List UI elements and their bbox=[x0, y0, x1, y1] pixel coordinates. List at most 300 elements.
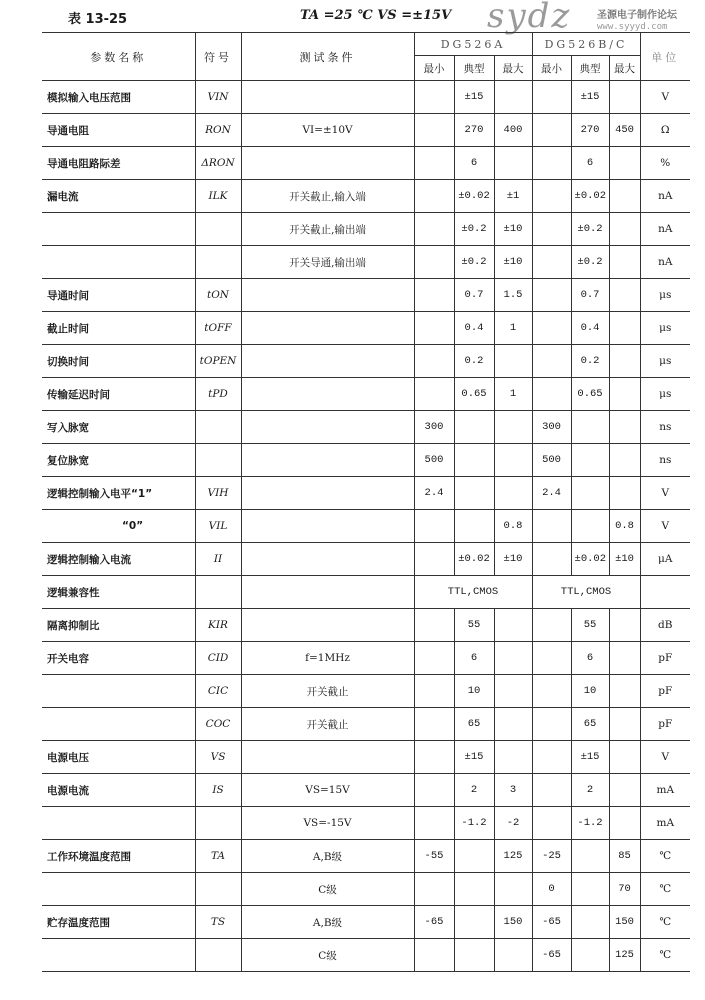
dev-a-typ: ±0.02 bbox=[454, 180, 494, 213]
test-condition bbox=[241, 279, 414, 312]
dev-b-typ: 0.65 bbox=[571, 378, 609, 411]
param-name: 开关电容 bbox=[42, 642, 195, 675]
test-condition bbox=[241, 312, 414, 345]
param-symbol: ΔRON bbox=[195, 147, 241, 180]
dev-a-max bbox=[494, 477, 532, 510]
test-condition: VS=15V bbox=[241, 774, 414, 807]
dev-b-min bbox=[532, 279, 571, 312]
dev-a-typ: ±0.2 bbox=[454, 213, 494, 246]
table-row bbox=[42, 576, 690, 609]
col-test: 测试条件 bbox=[241, 33, 414, 81]
dev-b-max bbox=[609, 279, 640, 312]
table-row bbox=[42, 279, 690, 312]
dev-b-max bbox=[609, 345, 640, 378]
dev-a-max: 150 bbox=[494, 906, 532, 939]
col-a-max: 最大 bbox=[494, 56, 532, 81]
param-symbol: TA bbox=[195, 840, 241, 873]
test-condition bbox=[241, 477, 414, 510]
dev-b-max bbox=[609, 444, 640, 477]
dev-b-max bbox=[609, 411, 640, 444]
dev-b-min bbox=[532, 114, 571, 147]
table-row bbox=[42, 906, 690, 939]
param-symbol bbox=[195, 873, 241, 906]
dev-a-typ: ±15 bbox=[454, 81, 494, 114]
col-param: 参数名称 bbox=[42, 33, 195, 81]
unit: % bbox=[640, 147, 690, 180]
table-body bbox=[42, 81, 690, 972]
dev-b-min bbox=[532, 81, 571, 114]
test-condition: C级 bbox=[241, 939, 414, 972]
table-row bbox=[42, 411, 690, 444]
dev-b-min bbox=[532, 345, 571, 378]
dev-a-typ: 0.65 bbox=[454, 378, 494, 411]
param-name: 逻辑兼容性 bbox=[42, 576, 195, 609]
dev-b-typ bbox=[571, 873, 609, 906]
test-condition bbox=[241, 741, 414, 774]
dev-a-typ: ±0.2 bbox=[454, 246, 494, 279]
param-name: 切换时间 bbox=[42, 345, 195, 378]
dev-b-max: 450 bbox=[609, 114, 640, 147]
dev-b-min bbox=[532, 147, 571, 180]
dev-a-typ bbox=[454, 873, 494, 906]
dev-b-max bbox=[609, 246, 640, 279]
param-name: 截止时间 bbox=[42, 312, 195, 345]
table-number: 表 13-25 bbox=[68, 12, 128, 27]
dev-a-max: -2 bbox=[494, 807, 532, 840]
test-condition bbox=[241, 81, 414, 114]
dev-b-min: -25 bbox=[532, 840, 571, 873]
dev-b-max bbox=[609, 609, 640, 642]
dev-a-typ bbox=[454, 444, 494, 477]
param-symbol bbox=[195, 939, 241, 972]
dev-b-typ bbox=[571, 411, 609, 444]
param-name: “0” bbox=[42, 510, 195, 543]
unit: ℃ bbox=[640, 873, 690, 906]
dev-b-min bbox=[532, 807, 571, 840]
table-row bbox=[42, 312, 690, 345]
dev-a-min bbox=[414, 378, 454, 411]
dev-b-typ bbox=[571, 906, 609, 939]
dev-b-min: 500 bbox=[532, 444, 571, 477]
dev-a-min bbox=[414, 741, 454, 774]
dev-b-max: 70 bbox=[609, 873, 640, 906]
dev-b-min bbox=[532, 378, 571, 411]
dev-a-min: -55 bbox=[414, 840, 454, 873]
dev-b-typ: ±15 bbox=[571, 81, 609, 114]
dev-b-typ bbox=[571, 840, 609, 873]
test-condition bbox=[241, 411, 414, 444]
unit: ns bbox=[640, 411, 690, 444]
param-symbol: VS bbox=[195, 741, 241, 774]
dev-a-min bbox=[414, 81, 454, 114]
dev-a-typ: ±15 bbox=[454, 741, 494, 774]
param-name: 写入脉宽 bbox=[42, 411, 195, 444]
dev-a-min bbox=[414, 642, 454, 675]
dev-b-min bbox=[532, 312, 571, 345]
table-row bbox=[42, 378, 690, 411]
col-unit: 单位 bbox=[640, 33, 690, 81]
param-name: 漏电流 bbox=[42, 180, 195, 213]
test-condition: A,B级 bbox=[241, 840, 414, 873]
unit: nA bbox=[640, 246, 690, 279]
dev-a-min bbox=[414, 774, 454, 807]
dev-b-typ: 10 bbox=[571, 675, 609, 708]
dev-a-typ bbox=[454, 510, 494, 543]
unit: pF bbox=[640, 708, 690, 741]
unit: dB bbox=[640, 609, 690, 642]
dev-b-min bbox=[532, 213, 571, 246]
table-row bbox=[42, 741, 690, 774]
dev-b-typ: 6 bbox=[571, 642, 609, 675]
dev-a-typ bbox=[454, 906, 494, 939]
param-symbol: tON bbox=[195, 279, 241, 312]
dev-a-typ: 0.4 bbox=[454, 312, 494, 345]
param-name: 电源电流 bbox=[42, 774, 195, 807]
dev-a-max bbox=[494, 675, 532, 708]
watermark-site-name: 圣源电子制作论坛 bbox=[597, 10, 677, 21]
dev-b-typ bbox=[571, 510, 609, 543]
dev-b-min bbox=[532, 642, 571, 675]
test-condition: VI=±10V bbox=[241, 114, 414, 147]
table-row bbox=[42, 708, 690, 741]
unit: V bbox=[640, 510, 690, 543]
param-symbol: tOFF bbox=[195, 312, 241, 345]
table-row bbox=[42, 114, 690, 147]
dev-b-max bbox=[609, 741, 640, 774]
dev-a-max bbox=[494, 708, 532, 741]
unit: Ω bbox=[640, 114, 690, 147]
dev-a-typ bbox=[454, 411, 494, 444]
param-symbol bbox=[195, 576, 241, 609]
dev-b-min bbox=[532, 609, 571, 642]
test-condition: 开关截止 bbox=[241, 675, 414, 708]
param-symbol: VIL bbox=[195, 510, 241, 543]
param-symbol bbox=[195, 807, 241, 840]
dev-b-max: 0.8 bbox=[609, 510, 640, 543]
unit: V bbox=[640, 477, 690, 510]
dev-b-max bbox=[609, 213, 640, 246]
dev-b-max bbox=[609, 675, 640, 708]
unit bbox=[640, 576, 690, 609]
table-row bbox=[42, 180, 690, 213]
table-row bbox=[42, 642, 690, 675]
dev-b-typ bbox=[571, 444, 609, 477]
unit: pF bbox=[640, 642, 690, 675]
dev-a-max: 125 bbox=[494, 840, 532, 873]
col-b-max: 最大 bbox=[609, 56, 640, 81]
dev-a-typ: 0.2 bbox=[454, 345, 494, 378]
dev-a-typ bbox=[454, 939, 494, 972]
dev-b-min bbox=[532, 741, 571, 774]
unit: μA bbox=[640, 543, 690, 576]
param-symbol: KIR bbox=[195, 609, 241, 642]
param-symbol: ILK bbox=[195, 180, 241, 213]
test-condition: 开关截止,输出端 bbox=[241, 213, 414, 246]
test-condition bbox=[241, 444, 414, 477]
dev-a-min bbox=[414, 246, 454, 279]
dev-b-value: TTL,CMOS bbox=[532, 576, 640, 609]
dev-a-typ: 0.7 bbox=[454, 279, 494, 312]
param-name bbox=[42, 708, 195, 741]
table-row bbox=[42, 147, 690, 180]
param-symbol bbox=[195, 444, 241, 477]
dev-b-min: 300 bbox=[532, 411, 571, 444]
param-symbol: II bbox=[195, 543, 241, 576]
dev-a-value: TTL,CMOS bbox=[414, 576, 532, 609]
dev-b-min bbox=[532, 246, 571, 279]
dev-a-max bbox=[494, 642, 532, 675]
table-row bbox=[42, 246, 690, 279]
dev-b-max bbox=[609, 708, 640, 741]
test-condition: 开关截止,输入端 bbox=[241, 180, 414, 213]
dev-a-min: 500 bbox=[414, 444, 454, 477]
dev-a-min bbox=[414, 180, 454, 213]
dev-b-min bbox=[532, 510, 571, 543]
param-name: 传输延迟时间 bbox=[42, 378, 195, 411]
dev-b-max bbox=[609, 312, 640, 345]
dev-a-max: 0.8 bbox=[494, 510, 532, 543]
table-row bbox=[42, 939, 690, 972]
param-name: 逻辑控制输入电流 bbox=[42, 543, 195, 576]
dev-b-typ: 65 bbox=[571, 708, 609, 741]
param-name: 模拟输入电压范围 bbox=[42, 81, 195, 114]
table-row bbox=[42, 675, 690, 708]
param-symbol: tPD bbox=[195, 378, 241, 411]
dev-a-typ: 270 bbox=[454, 114, 494, 147]
param-symbol: VIH bbox=[195, 477, 241, 510]
dev-a-max: ±10 bbox=[494, 246, 532, 279]
table-row bbox=[42, 444, 690, 477]
dev-b-max bbox=[609, 807, 640, 840]
dev-a-min bbox=[414, 147, 454, 180]
unit: V bbox=[640, 81, 690, 114]
test-condition bbox=[241, 609, 414, 642]
unit: pF bbox=[640, 675, 690, 708]
dev-a-min bbox=[414, 312, 454, 345]
dev-b-typ: 55 bbox=[571, 609, 609, 642]
dev-b-max: 150 bbox=[609, 906, 640, 939]
dev-b-typ bbox=[571, 477, 609, 510]
col-b-min: 最小 bbox=[532, 56, 571, 81]
dev-a-typ bbox=[454, 477, 494, 510]
table-row bbox=[42, 81, 690, 114]
unit: μs bbox=[640, 378, 690, 411]
unit: mA bbox=[640, 807, 690, 840]
param-name: 导通电阻路际差 bbox=[42, 147, 195, 180]
dev-a-max bbox=[494, 939, 532, 972]
dev-a-min bbox=[414, 807, 454, 840]
param-name: 复位脉宽 bbox=[42, 444, 195, 477]
test-condition: VS=-15V bbox=[241, 807, 414, 840]
dev-b-min bbox=[532, 774, 571, 807]
unit: ns bbox=[640, 444, 690, 477]
dev-a-max bbox=[494, 609, 532, 642]
param-symbol: tOPEN bbox=[195, 345, 241, 378]
param-name: 贮存温度范围 bbox=[42, 906, 195, 939]
dev-a-min: 300 bbox=[414, 411, 454, 444]
dev-b-typ: ±0.2 bbox=[571, 213, 609, 246]
dev-b-typ: -1.2 bbox=[571, 807, 609, 840]
col-symbol: 符号 bbox=[195, 33, 241, 81]
dev-b-max bbox=[609, 477, 640, 510]
dev-a-typ bbox=[454, 840, 494, 873]
dev-a-typ: 2 bbox=[454, 774, 494, 807]
param-name: 导通电阻 bbox=[42, 114, 195, 147]
dev-a-max: ±10 bbox=[494, 213, 532, 246]
dev-a-min bbox=[414, 279, 454, 312]
dev-b-max: 125 bbox=[609, 939, 640, 972]
dev-b-max bbox=[609, 774, 640, 807]
col-a-min: 最小 bbox=[414, 56, 454, 81]
param-symbol bbox=[195, 246, 241, 279]
dev-b-min bbox=[532, 675, 571, 708]
table-row bbox=[42, 840, 690, 873]
table-row bbox=[42, 510, 690, 543]
dev-b-min: 2.4 bbox=[532, 477, 571, 510]
dev-b-max bbox=[609, 642, 640, 675]
test-condition bbox=[241, 378, 414, 411]
dev-b-max bbox=[609, 180, 640, 213]
param-name: 导通时间 bbox=[42, 279, 195, 312]
dev-a-min bbox=[414, 345, 454, 378]
dev-a-min bbox=[414, 675, 454, 708]
param-symbol: COC bbox=[195, 708, 241, 741]
dev-a-max bbox=[494, 345, 532, 378]
dev-a-max: 1.5 bbox=[494, 279, 532, 312]
unit: μs bbox=[640, 279, 690, 312]
dev-a-max: 1 bbox=[494, 378, 532, 411]
table-row bbox=[42, 609, 690, 642]
dev-a-max bbox=[494, 411, 532, 444]
dev-b-typ: 2 bbox=[571, 774, 609, 807]
unit: ℃ bbox=[640, 906, 690, 939]
col-dev-b: DG526B/C bbox=[532, 33, 640, 56]
test-condition bbox=[241, 510, 414, 543]
dev-a-min bbox=[414, 213, 454, 246]
col-b-typ: 典型 bbox=[571, 56, 609, 81]
param-name bbox=[42, 807, 195, 840]
dev-a-min: -65 bbox=[414, 906, 454, 939]
param-symbol: TS bbox=[195, 906, 241, 939]
dev-a-typ: 65 bbox=[454, 708, 494, 741]
test-condition: 开关导通,输出端 bbox=[241, 246, 414, 279]
unit: ℃ bbox=[640, 840, 690, 873]
dev-a-typ: -1.2 bbox=[454, 807, 494, 840]
dev-a-max bbox=[494, 81, 532, 114]
dev-b-typ: ±0.02 bbox=[571, 180, 609, 213]
dev-b-min bbox=[532, 543, 571, 576]
param-name bbox=[42, 213, 195, 246]
dev-b-typ bbox=[571, 939, 609, 972]
dev-b-min: 0 bbox=[532, 873, 571, 906]
dev-b-typ: 0.4 bbox=[571, 312, 609, 345]
param-symbol: IS bbox=[195, 774, 241, 807]
watermark-url: www.syyyd.com bbox=[597, 22, 668, 32]
dev-a-max bbox=[494, 147, 532, 180]
dev-a-max bbox=[494, 873, 532, 906]
unit: nA bbox=[640, 213, 690, 246]
dev-a-min bbox=[414, 708, 454, 741]
dev-a-typ: 6 bbox=[454, 147, 494, 180]
dev-b-max: 85 bbox=[609, 840, 640, 873]
dev-a-max: 1 bbox=[494, 312, 532, 345]
test-condition: 开关截止 bbox=[241, 708, 414, 741]
dev-b-min bbox=[532, 180, 571, 213]
table-row bbox=[42, 774, 690, 807]
param-name bbox=[42, 939, 195, 972]
test-condition: A,B级 bbox=[241, 906, 414, 939]
param-name: 电源电压 bbox=[42, 741, 195, 774]
dev-a-max bbox=[494, 741, 532, 774]
dev-a-max bbox=[494, 444, 532, 477]
unit: μs bbox=[640, 345, 690, 378]
param-name: 工作环境温度范围 bbox=[42, 840, 195, 873]
dev-b-min: -65 bbox=[532, 906, 571, 939]
dev-a-typ: 55 bbox=[454, 609, 494, 642]
table-row bbox=[42, 213, 690, 246]
dev-b-min: -65 bbox=[532, 939, 571, 972]
dev-b-max bbox=[609, 81, 640, 114]
param-symbol: CID bbox=[195, 642, 241, 675]
dev-a-typ: 10 bbox=[454, 675, 494, 708]
table-row bbox=[42, 873, 690, 906]
dev-a-typ: 6 bbox=[454, 642, 494, 675]
dev-a-typ: ±0.02 bbox=[454, 543, 494, 576]
param-symbol: CIC bbox=[195, 675, 241, 708]
dev-a-max: ±10 bbox=[494, 543, 532, 576]
dev-a-max: ±1 bbox=[494, 180, 532, 213]
dev-a-min bbox=[414, 873, 454, 906]
unit: μs bbox=[640, 312, 690, 345]
dev-b-min bbox=[532, 708, 571, 741]
table-row bbox=[42, 345, 690, 378]
test-condition: f=1MHz bbox=[241, 642, 414, 675]
param-name: 隔离抑制比 bbox=[42, 609, 195, 642]
table-row bbox=[42, 807, 690, 840]
param-name bbox=[42, 873, 195, 906]
unit: ℃ bbox=[640, 939, 690, 972]
col-dev-a: DG526A bbox=[414, 33, 532, 56]
dev-b-typ: ±0.02 bbox=[571, 543, 609, 576]
dev-a-min: 2.4 bbox=[414, 477, 454, 510]
col-a-typ: 典型 bbox=[454, 56, 494, 81]
dev-a-max: 400 bbox=[494, 114, 532, 147]
test-condition bbox=[241, 576, 414, 609]
dev-b-max: ±10 bbox=[609, 543, 640, 576]
table-row bbox=[42, 543, 690, 576]
test-condition bbox=[241, 147, 414, 180]
test-condition: C级 bbox=[241, 873, 414, 906]
test-condition bbox=[241, 345, 414, 378]
param-symbol: RON bbox=[195, 114, 241, 147]
dev-b-max bbox=[609, 378, 640, 411]
test-conditions: TA =25 ℃ VS =±15V bbox=[300, 8, 452, 23]
dev-b-typ: 0.7 bbox=[571, 279, 609, 312]
table-row bbox=[42, 477, 690, 510]
dev-b-typ: 0.2 bbox=[571, 345, 609, 378]
spec-table bbox=[42, 32, 690, 972]
dev-b-typ: 270 bbox=[571, 114, 609, 147]
dev-a-min bbox=[414, 609, 454, 642]
dev-a-min bbox=[414, 510, 454, 543]
dev-b-typ: ±15 bbox=[571, 741, 609, 774]
param-name bbox=[42, 246, 195, 279]
unit: mA bbox=[640, 774, 690, 807]
unit: V bbox=[640, 741, 690, 774]
test-condition bbox=[241, 543, 414, 576]
watermark-logo: sydz bbox=[487, 0, 572, 36]
param-name bbox=[42, 675, 195, 708]
